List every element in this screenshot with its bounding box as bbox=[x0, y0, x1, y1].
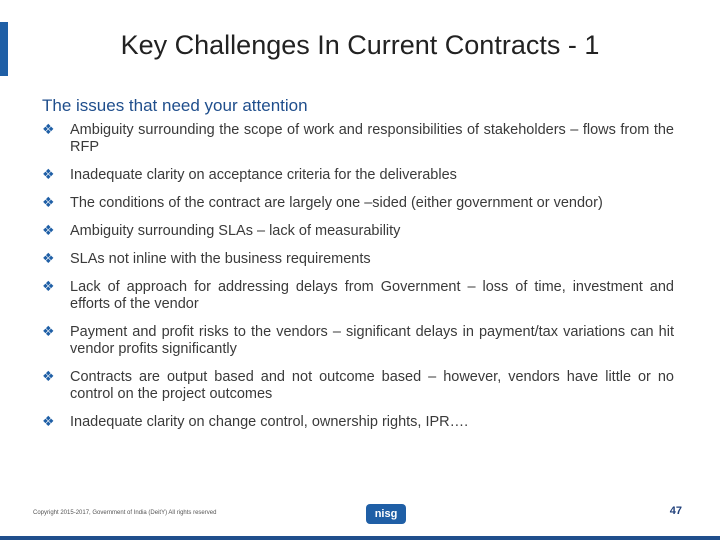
bullet-text: Payment and profit risks to the vendors – significant delays in payment/tax variations can hit vendor profits significantly bbox=[70, 324, 674, 357]
bullet-text: Lack of approach for addressing delays from Government – loss of time, investment and efforts of the vendor bbox=[70, 279, 674, 312]
bullet-list bbox=[42, 122, 674, 442]
page-number: 47 bbox=[669, 505, 682, 517]
bullet-item bbox=[42, 223, 674, 240]
bullet-text: Inadequate clarity on change control, ownership rights, IPR…. bbox=[70, 414, 469, 430]
bullet-text: The conditions of the contract are largely one –sided (either government or vendor) bbox=[70, 195, 603, 211]
nisg-logo: nisg bbox=[366, 504, 406, 524]
bullet-text: Inadequate clarity on acceptance criteria for the deliverables bbox=[70, 167, 457, 183]
copyright-notice: Copyright 2015-2017, Government of India (DeitY) All rights reserved bbox=[33, 510, 217, 516]
bullet-text: Ambiguity surrounding the scope of work and responsibilities of stakeholders – flows from the RFP bbox=[70, 122, 674, 155]
diamond-bullet-icon: ❖ bbox=[42, 122, 55, 138]
bullet-text: Contracts are output based and not outcome based – however, vendors have little or no control on the project outcomes bbox=[70, 369, 674, 402]
diamond-bullet-icon: ❖ bbox=[42, 167, 55, 183]
bullet-item bbox=[42, 195, 674, 212]
diamond-bullet-icon: ❖ bbox=[42, 223, 55, 239]
bullet-item bbox=[42, 167, 674, 184]
bullet-item bbox=[42, 414, 674, 431]
bullet-item bbox=[42, 369, 674, 403]
bullet-item bbox=[42, 324, 674, 358]
bullet-text: SLAs not inline with the business requirements bbox=[70, 251, 371, 267]
diamond-bullet-icon: ❖ bbox=[42, 279, 55, 295]
diamond-bullet-icon: ❖ bbox=[42, 195, 55, 211]
diamond-bullet-icon: ❖ bbox=[42, 251, 55, 267]
diamond-bullet-icon: ❖ bbox=[42, 369, 55, 385]
diamond-bullet-icon: ❖ bbox=[42, 324, 55, 340]
footer-divider bbox=[0, 536, 720, 540]
slide-title: Key Challenges In Current Contracts - 1 bbox=[120, 30, 600, 60]
bullet-text: Ambiguity surrounding SLAs – lack of measurability bbox=[70, 223, 401, 239]
bullet-item bbox=[42, 279, 674, 313]
bullet-item bbox=[42, 251, 674, 268]
diamond-bullet-icon: ❖ bbox=[42, 414, 55, 430]
slide-subtitle: The issues that need your attention bbox=[42, 96, 308, 115]
bullet-item bbox=[42, 122, 674, 156]
